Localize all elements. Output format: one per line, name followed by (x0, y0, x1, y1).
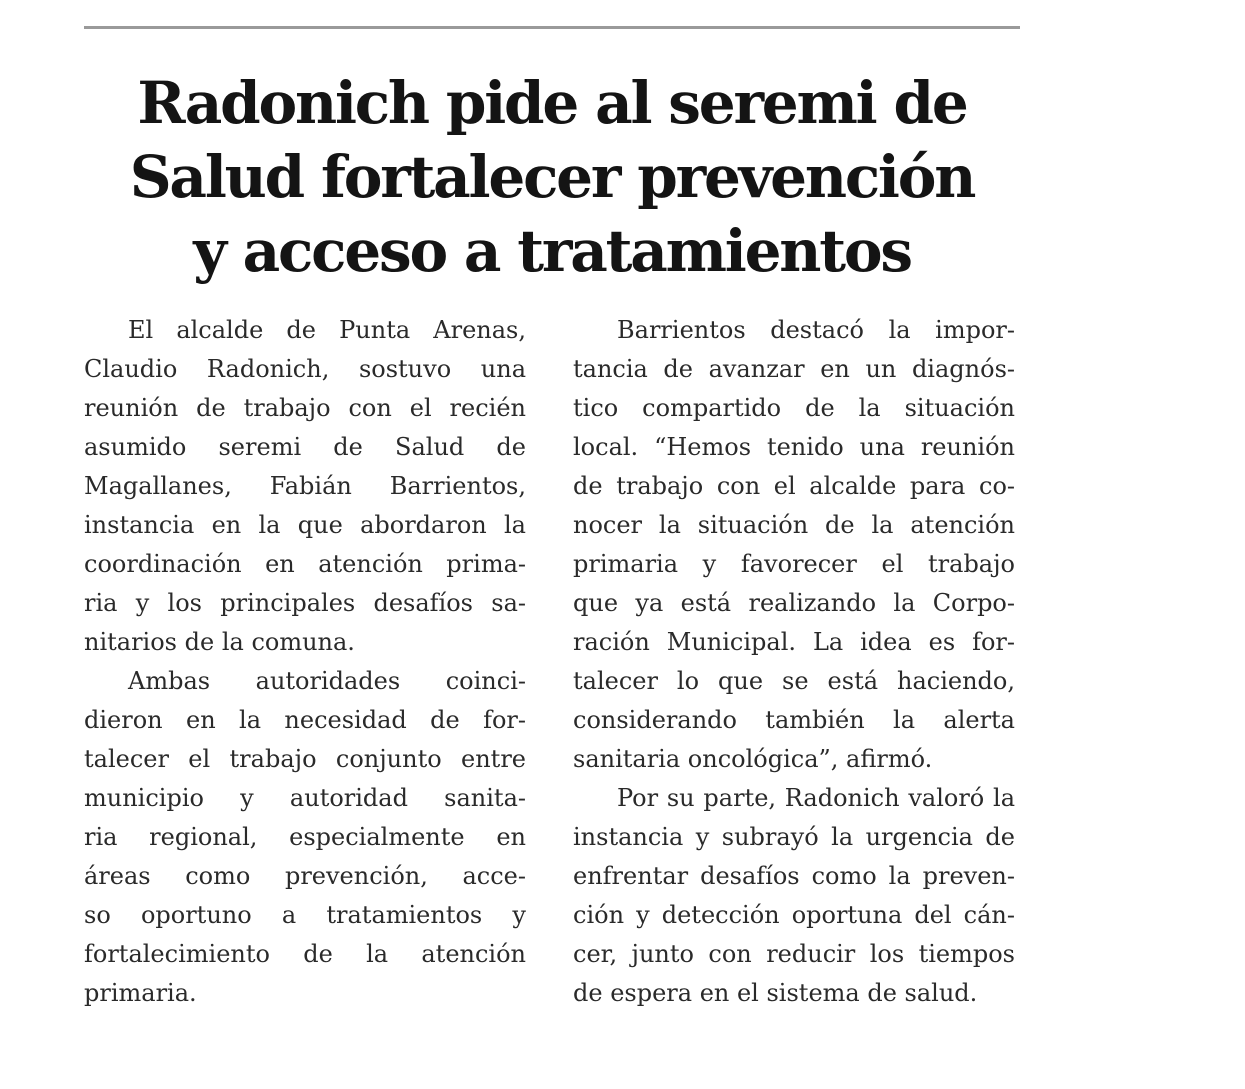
text-line: instancia en la que abordaron la (84, 511, 526, 539)
text-line: de trabajo con el alcalde para co- (573, 472, 1015, 500)
text-line: so oportuno a tratamientos y (84, 901, 526, 929)
text-line: nitarios de la comuna. (84, 628, 355, 656)
text-line: reunión de trabajo con el recién (84, 394, 526, 422)
text-line: Magallanes, Fabián Barrientos, (84, 472, 526, 500)
paragraph (573, 779, 1015, 1013)
text-line: tancia de avanzar en un diagnós- (573, 355, 1015, 383)
text-line: talecer el trabajo conjunto entre (84, 745, 526, 773)
text-line: ria regional, especialmente en (84, 823, 526, 851)
text-line: local. “Hemos tenido una reunión (573, 433, 1015, 461)
text-line: Claudio Radonich, sostuvo una (84, 355, 526, 383)
text-line: de espera en el sistema de salud. (573, 979, 978, 1007)
text-line: municipio y autoridad sanita- (84, 784, 526, 812)
right-column (573, 311, 1015, 1013)
headline-line-1: Radonich pide al seremi de (137, 69, 967, 137)
text-line: enfrentar desafíos como la preven- (573, 862, 1015, 890)
text-line: primaria y favorecer el trabajo (573, 550, 1015, 578)
headline-line-2: Salud fortalecer prevención (129, 143, 975, 211)
text-line: asumido seremi de Salud de (84, 433, 526, 461)
text-line: ción y detección oportuna del cán- (573, 901, 1015, 929)
text-line: primaria. (84, 979, 197, 1007)
text-line: que ya está realizando la Corpo- (573, 589, 1015, 617)
text-line: talecer lo que se está haciendo, (573, 667, 1015, 695)
text-line: ria y los principales desafíos sa- (84, 589, 526, 617)
text-line: Por su parte, Radonich valoró la (617, 784, 1015, 812)
top-rule (84, 26, 1020, 29)
text-line: fortalecimiento de la atención (84, 940, 526, 968)
text-line: coordinación en atención prima- (84, 550, 526, 578)
text-line: nocer la situación de la atención (573, 511, 1015, 539)
text-line: instancia y subrayó la urgencia de (573, 823, 1015, 851)
article-headline (84, 66, 1020, 288)
paragraph (573, 311, 1015, 779)
paragraph (84, 662, 526, 1013)
text-line: Ambas autoridades coinci- (128, 667, 526, 695)
text-line: cer, junto con reducir los tiempos (573, 940, 1015, 968)
text-line: El alcalde de Punta Arenas, (128, 316, 526, 344)
text-line: dieron en la necesidad de for- (84, 706, 526, 734)
text-line: sanitaria oncológica”, afirmó. (573, 745, 933, 773)
text-line: tico compartido de la situación (573, 394, 1015, 422)
text-line: ración Municipal. La idea es for- (573, 628, 1015, 656)
text-line: considerando también la alerta (573, 706, 1015, 734)
left-column (84, 311, 526, 1013)
text-line: Barrientos destacó la impor- (617, 316, 1015, 344)
headline-line-3: y acceso a tratamientos (193, 217, 911, 285)
paragraph (84, 311, 526, 662)
text-line: áreas como prevención, acce- (84, 862, 526, 890)
